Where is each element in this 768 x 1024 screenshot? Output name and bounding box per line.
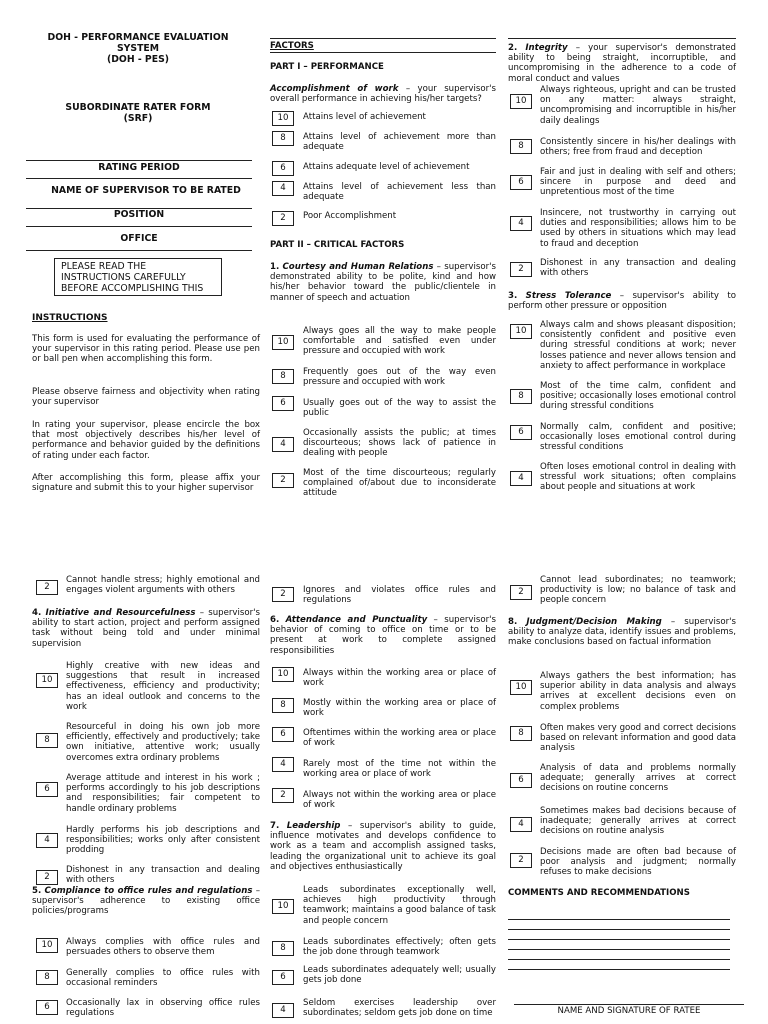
instructions-paragraph: This form is used for evaluating the performance of your supervisor in this rating period. Please use pen or ball pen when accomplishing this form. (32, 334, 260, 365)
option-text: Seldom exercises leadership over subordinates; seldom gets job done on time (303, 998, 496, 1019)
option-text: Always gathers the best information; has superior ability in data analysis and always arrives at excellent decisions even on complex problems (540, 671, 736, 712)
option-text: Dishonest in any transaction and dealing with others (540, 258, 736, 279)
option-text: Generally complies to office rules with occasional reminders (66, 968, 260, 989)
option-text: Occasionally lax in observing office rules regulations (66, 998, 260, 1019)
option-text: Consistently sincere in his/her dealings with others; free from fraud and deception (540, 137, 736, 158)
option-text: Always goes all the way to make people comfortable and satisfied even under pressure and occupied with work (303, 326, 496, 357)
option-text: Normally calm, confident and positive; occasionally loses emotional control during stressful conditions (540, 422, 736, 453)
score-box[interactable]: 4 (510, 817, 532, 832)
option-text: Cannot lead subordinates; no teamwork; productivity is low; no balance of task and people concern (540, 575, 736, 606)
score-box[interactable]: 6 (272, 396, 294, 411)
instructions-paragraph: After accomplishing this form, please affix your signature and submit this to your higher supervisor (32, 473, 260, 494)
factors-heading: FACTORS (270, 41, 314, 51)
stress-description: 3. Stress Tolerance – supervisor's ability to perform other pressure or opposition (508, 291, 736, 312)
option-text: Most of the time calm, confident and positive; occasionally loses emotional control during stressful conditions (540, 381, 736, 412)
score-box[interactable]: 8 (272, 369, 294, 384)
score-box[interactable]: 8 (510, 389, 532, 404)
leadership-description: 7. Leadership – supervisor's ability to guide, influence motivates and develops confidence to work as a team and accomplish assigned tasks, leading the organizational unit to achieve its goal and objectives enthusiastically (270, 821, 496, 872)
position-label: POSITION (113, 209, 165, 220)
signature-label: NAME AND SIGNATURE OF RATEE (557, 1006, 701, 1016)
score-box[interactable]: 2 (510, 585, 532, 600)
score-box[interactable]: 6 (36, 1000, 58, 1015)
part2-heading: PART II – CRITICAL FACTORS (270, 240, 405, 250)
option-text: Highly creative with new ideas and suggestions that result in increased effectiveness, efficiency and productivity; has an ideal outlook and concerns to the work (66, 661, 260, 712)
score-box[interactable]: 10 (510, 324, 532, 339)
form-name: SUBORDINATE RATER FORM (SRF) (65, 102, 211, 124)
courtesy-description: 1. Courtesy and Human Relations – supervisor's demonstrated ability to be polite, kind and how his/her behavior toward the public/clientele in manner of speech and actuation (270, 262, 496, 303)
comment-line[interactable] (508, 969, 730, 970)
score-box[interactable]: 6 (510, 175, 532, 190)
score-box[interactable]: 2 (36, 580, 58, 595)
score-box[interactable]: 10 (272, 335, 294, 350)
score-box[interactable]: 8 (272, 941, 294, 956)
option-text: Always complies with office rules and persuades others to observe them (66, 937, 260, 958)
score-box[interactable]: 4 (272, 181, 294, 196)
compliance-description: 5. Compliance to office rules and regulations – supervisor's adherence to existing office policies/programs (32, 886, 261, 917)
option-text: Resourceful in doing his own job more efficiently, effectively and productively; take own initiative, attentive work; usually overcomes extra ordinary problems (66, 722, 260, 763)
score-box[interactable]: 10 (36, 938, 58, 953)
score-box[interactable]: 2 (36, 870, 58, 885)
score-box[interactable]: 4 (510, 471, 532, 486)
option-text: Always righteous, upright and can be trusted on any matter: always straight, uncompromising and incorruptible in his/her daily dealings (540, 85, 736, 126)
score-box[interactable]: 2 (510, 853, 532, 868)
option-text: Attains adequate level of achievement (303, 162, 470, 172)
option-text: Frequently goes out of the way even pressure and occupied with work (303, 367, 496, 388)
score-box[interactable]: 2 (272, 473, 294, 488)
divider (26, 178, 252, 179)
option-text: Fair and just in dealing with self and others; sincere in purpose and deed and unpretentious most of the time (540, 167, 736, 198)
score-box[interactable]: 6 (510, 425, 532, 440)
score-box[interactable]: 6 (36, 782, 58, 797)
score-box[interactable]: 4 (272, 437, 294, 452)
option-text: Occasionally assists the public; at times discourteous; shows lack of patience in dealing with people (303, 428, 496, 459)
instructions-heading: INSTRUCTIONS (32, 313, 108, 323)
score-box[interactable]: 4 (36, 833, 58, 848)
option-text: Leads subordinates effectively; often gets the job done through teamwork (303, 937, 496, 958)
accomplishment-description: Accomplishment of work – your supervisor's overall performance in achieving his/her targets? (270, 84, 496, 105)
score-box[interactable]: 2 (272, 788, 294, 803)
attendance-description: 6. Attendance and Punctuality – supervisor's behavior of coming to office on time or to be present at work to complete assigned responsibilities (270, 615, 496, 656)
comment-line[interactable] (508, 949, 730, 950)
score-box[interactable]: 6 (272, 727, 294, 742)
score-box[interactable]: 10 (272, 111, 294, 126)
option-text: Rarely most of the time not within the working area or place of work (303, 759, 496, 780)
option-text: Dishonest in any transaction and dealing with others (66, 865, 260, 886)
divider (270, 38, 496, 39)
comment-line[interactable] (508, 939, 730, 940)
rating-period-label: RATING PERIOD (98, 162, 180, 173)
option-text: Leads subordinates exceptionally well, achieves high productivity through teamwork; maintains a good balance of task and people concern (303, 885, 496, 926)
option-text: Sometimes makes bad decisions because of inadequate; generally arrives at correct decisions on routine analysis (540, 806, 736, 837)
instructions-notice: PLEASE READ THE INSTRUCTIONS CAREFULLY BEFORE ACCOMPLISHING THIS (54, 258, 222, 296)
score-box[interactable]: 8 (36, 970, 58, 985)
score-box[interactable]: 2 (272, 587, 294, 602)
form-title: DOH - PERFORMANCE EVALUATION SYSTEM (DOH - PES) (47, 32, 229, 65)
divider (270, 52, 496, 53)
supervisor-name-label: NAME OF SUPERVISOR TO BE RATED (51, 185, 241, 196)
score-box[interactable]: 2 (510, 262, 532, 277)
option-text: Most of the time discourteous; regularly complained of/about due to inconsiderate attitude (303, 468, 496, 499)
option-text: Hardly performs his job descriptions and responsibilities; works only after consistent prodding (66, 825, 260, 856)
score-box[interactable]: 2 (272, 211, 294, 226)
score-box[interactable]: 8 (510, 139, 532, 154)
option-text: Decisions made are often bad because of poor analysis and judgment; normally refuses to make decisions (540, 847, 736, 878)
signature-line[interactable] (514, 1004, 744, 1005)
initiative-description: 4. Initiative and Resourcefulness – supervisor's ability to start action, project and perform assigned task without being told and under minimal supervision (32, 608, 261, 649)
option-text: Always within the working area or place of work (303, 668, 496, 689)
score-box[interactable]: 10 (510, 94, 532, 109)
option-text: Analysis of data and problems normally adequate; generally arrives at correct decisions on routine concerns (540, 763, 736, 794)
divider (26, 160, 252, 161)
option-text: Cannot handle stress; highly emotional and engages violent arguments with others (66, 575, 260, 596)
comment-line[interactable] (508, 919, 730, 920)
option-text: Attains level of achievement more than adequate (303, 132, 496, 153)
score-box[interactable]: 8 (36, 733, 58, 748)
score-box[interactable]: 8 (272, 131, 294, 146)
option-text: Leads subordinates adequately well; usually gets job done (303, 965, 496, 986)
option-text: Often makes very good and correct decisions based on relevant information and good data analysis (540, 723, 736, 754)
score-box[interactable]: 6 (272, 161, 294, 176)
option-text: Often loses emotional control in dealing with stressful work situations; often complains about people and situations at work (540, 462, 736, 493)
option-text: Mostly within the working area or place of work (303, 698, 496, 719)
instructions-paragraph: Please observe fairness and objectivity when rating your supervisor (32, 387, 260, 408)
instructions-paragraph: In rating your supervisor, please encircle the box that most objectively describes his/her level of performance and behavior guided by the definitions of rating under each factor. (32, 420, 260, 461)
option-text: Poor Accomplishment (303, 211, 397, 221)
option-text: Always calm and shows pleasant disposition; consistently confident and positive even during stressful conditions at work; never losses patience and never allows tension and anxiety to affect performance in workplace (540, 320, 736, 371)
score-box[interactable]: 8 (272, 698, 294, 713)
divider (26, 226, 252, 227)
option-text: Usually goes out of the way to assist the public (303, 398, 496, 419)
score-box[interactable]: 4 (272, 1003, 294, 1018)
option-text: Ignores and violates office rules and regulations (303, 585, 496, 606)
score-box[interactable]: 8 (510, 726, 532, 741)
score-box[interactable]: 4 (272, 757, 294, 772)
option-text: Attains level of achievement less than adequate (303, 182, 496, 203)
divider (508, 38, 736, 39)
score-box[interactable]: 10 (36, 673, 58, 688)
option-text: Oftentimes within the working area or place of work (303, 728, 496, 749)
option-text: Average attitude and interest in his work ; performs accordingly to his job descriptions and responsibilities; fair competent to handle ordinary problems (66, 773, 260, 814)
comment-line[interactable] (508, 959, 730, 960)
option-text: Attains level of achievement (303, 112, 426, 122)
score-box[interactable]: 6 (510, 773, 532, 788)
score-box[interactable]: 10 (272, 899, 294, 914)
judgment-description: 8. Judgment/Decision Making – supervisor's ability to analyze data, identify issues and problems, make conclusions based on factual information (508, 617, 737, 648)
option-text: Insincere, not trustworthy in carrying out duties and responsibilities; allows him to be used by others in situations which may lead to fraud and deception (540, 208, 736, 249)
score-box[interactable]: 4 (510, 216, 532, 231)
office-label: OFFICE (120, 233, 158, 244)
comment-line[interactable] (508, 929, 730, 930)
score-box[interactable]: 10 (510, 680, 532, 695)
option-text: Always not within the working area or place of work (303, 790, 496, 811)
part1-heading: PART I – PERFORMANCE (270, 62, 384, 72)
comments-heading: COMMENTS AND RECOMMENDATIONS (508, 888, 690, 898)
score-box[interactable]: 6 (272, 970, 294, 985)
divider (26, 250, 252, 251)
integrity-description: 2. Integrity – your supervisor's demonstrated ability to being straight, incorruptible, and uncompromising in the adherence to a code of moral conduct and values (508, 43, 736, 84)
score-box[interactable]: 10 (272, 667, 294, 682)
